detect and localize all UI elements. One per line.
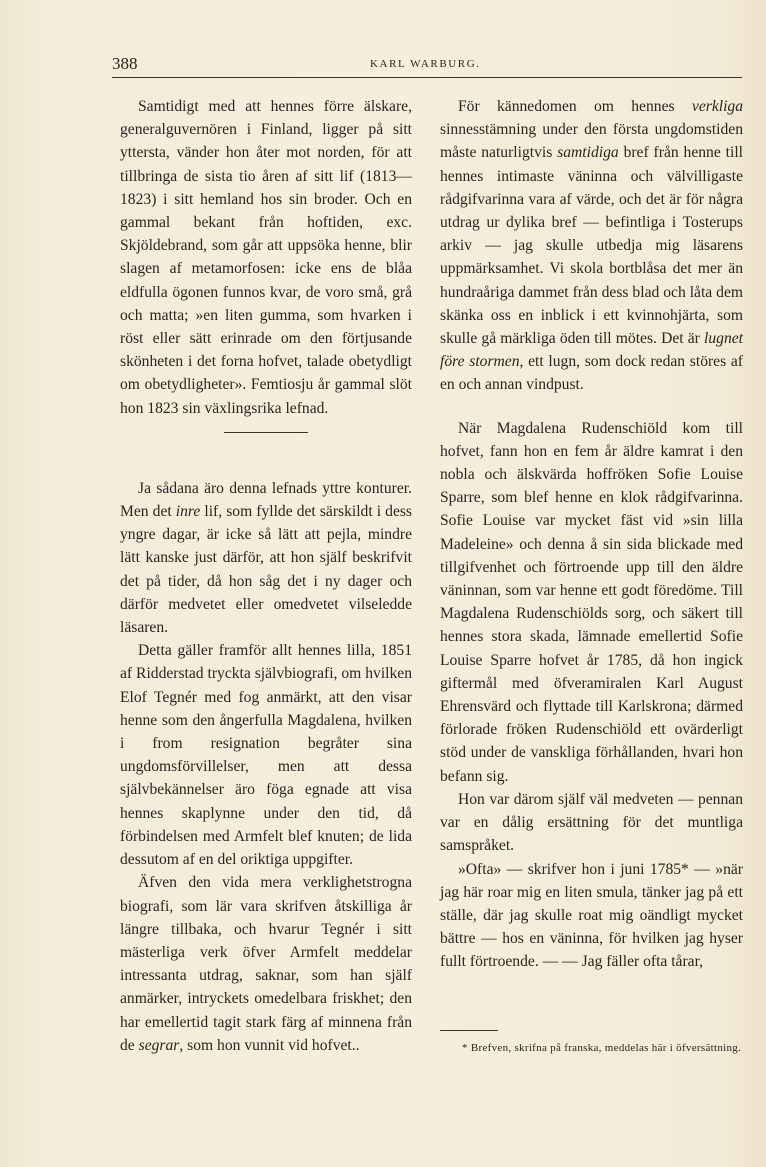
paragraph: Ja sådana äro denna lefnads yttre konturer. Men det inre lif, som fyllde det särskildt i dess yngre dagar, är icke så lätt att pejla, mindre lätt kanske just därför, att hon själf beskrifvit det på tider, då hon såg det i ny dager och därför medvetet eller omedvetet vilseledde läsaren. xyxy=(120,479,412,637)
running-head xyxy=(112,54,742,78)
header-title: KARL WARBURG. xyxy=(370,58,481,70)
paragraph: Samtidigt med att hennes förre älskare, generalguvernören i Finland, ligger på sitt yttersta, vänder hon åter mot norden, för att tillbringa de sista tio åren af sitt lif (1813—1823) i sitt hemland hos sin broder. Och en gammal bekant från hoftiden, exc. Skjöldebrand, som går att uppsöka henne, blir slagen af metamorfosen: icke ens de blåa eldfulla ögonen funnos kvar, de voro små, grå och matta; »en liten gumma, som hvarken i röst eller sätt erinrade om den förtjusande skönheten i det forna hofvet, talade obetydligt om obetydligheter». Femtiosju år gammal slöt hon 1823 sin växlingsrika lefnad. xyxy=(120,98,412,417)
section-divider xyxy=(224,432,308,433)
paragraph-gap xyxy=(440,397,743,417)
page-number: 388 xyxy=(112,54,138,73)
paragraph: När Magdalena Rudenschiöld kom till hofvet, fann hon en fem år äldre kamrat i den nobla och älskvärda hoffröken Sofie Louise Sparre, som blef henne en klok rådgifvarinna. Sofie Louise var mycket fäst vid »sin lilla Madeleine» och denna å sin sida blickade med tillgifvenhet och förtroende upp till den äldre väninnan, som var henne ett godt föredöme. Till Magdalena Rudenschiölds sorg, och säkert till hennes stora skada, lämnade emellertid Sofie Louise Sparre hofvet år 1785, då hon ingick giftermål med öfveramiralen Karl August Ehrensvärd och flyttade till Karlskrona; därmed förlorade fröken Rudenschiöld ett ovärderligt stöd under de vanskliga förhållanden, hvari hon befann sig. xyxy=(440,419,743,785)
footnote-rule xyxy=(440,1030,498,1031)
right-column xyxy=(440,95,743,974)
left-column xyxy=(120,95,412,1057)
footnote: * Brefven, skrifna på franska, meddelas här i öfversättning. xyxy=(462,1042,742,1054)
paragraph: Hon var därom själf väl medveten — pennan var en dålig ersättning för det muntliga samspråket. xyxy=(440,790,743,855)
paragraph: För kännedomen om hennes verkliga sinnesstämning under den första ungdomstiden måste naturligtvis samtidiga bref från henne till hennes intimaste väninna och välvilligaste rådgifvarinna vara af värde, och det är för några utdrag ur dylika bref — befintliga i Tosterups arkiv — jag skulle utbedja mig läsarens uppmärksamhet. Vi skola bortblåsa det mer än hundraåriga dammet från dess blad och låta dem skänka oss en inblick i ett kvinnohjärta, som skulle gå märkliga öden till mötes. Det är lugnet före stormen, ett lugn, som dock redan störes af en och annan vindpust. xyxy=(440,98,743,394)
header-rule xyxy=(112,77,742,78)
paragraph: Detta gäller framför allt hennes lilla, 1851 af Ridderstad tryckta självbiografi, om hvilken Elof Tegnér med fog anmärkt, att den visar henne som den ångerfulla Magdalena, hvilken i from resignation begråter sina ungdomsförvillelser, men att dessa självbekännelser äro föga egnade att visa hennes skaplynne under den tid, då förbindelsen med Armfelt blef knuten; de lida dessutom af en del oriktiga uppgifter. xyxy=(120,642,412,869)
paragraph: Äfven den vida mera verklighetstrogna biografi, som lär vara skrifven åtskilliga år längre tillbaka, och hvarur Tegnér i sitt mästerliga verk öfver Armfelt meddelar intressanta utdrag, saknar, som han själf anmärker, intryckets omedelbara friskhet; den har emellertid tagit stark färg af minnena från de segrar, som hon vunnit vid hofvet.. xyxy=(120,874,412,1054)
paragraph: »Ofta» — skrifver hon i juni 1785* — »när jag här roar mig en liten smula, tänker jag på ett ställe, där jag skulle roat mig oändligt mycket bättre — hos en väninna, för hvilken jag hyser fullt förtroende. — — Jag fäller ofta tårar, xyxy=(440,860,743,971)
